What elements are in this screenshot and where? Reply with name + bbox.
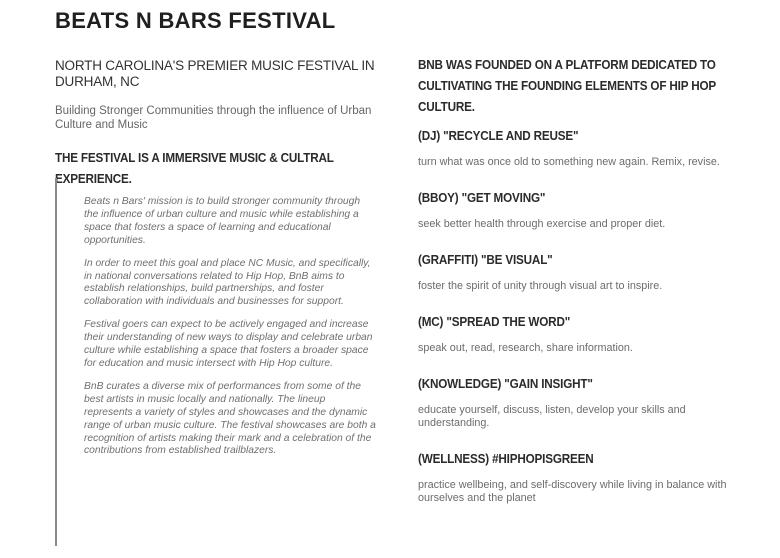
element-description: educate yourself, discuss, listen, develop your skills and understanding.	[418, 404, 686, 429]
element-description: seek better health through exercise and proper diet.	[418, 218, 666, 230]
founding-elements-heading: BNB WAS FOUNDED ON A PLATFORM DEDICATED TO CULTIVATING THE FOUNDING ELEMENTS OF HIP HOP CULTURE.	[418, 57, 716, 114]
element-description: speak out, read, research, share information.	[418, 342, 633, 354]
festival-intro-column	[55, 58, 400, 189]
element-item-mc	[418, 313, 763, 355]
hip-hop-elements-column	[418, 54, 763, 525]
element-item-dj	[418, 127, 763, 169]
festival-goers-paragraph: Festival goers can expect to be actively engaged and increase their understanding of new ways to display and celebrate urban culture while establishing a space that fosters a broader space for education and music intersect with Hip Hop culture.	[84, 319, 373, 369]
curation-paragraph: BnB curates a diverse mix of performances from some of the best artists in music locally and nationally. The lineup represents a variety of styles and showcases and the dynamic range of urban music culture. The festival showcases are both a recognition of artists making their mark and a celebration of the contributions from established trailblazers.	[84, 380, 376, 457]
festival-tagline: Building Stronger Communities through the influence of Urban Culture and Music	[55, 105, 372, 131]
mission-paragraph: Beats n Bars' mission is to build stronger community through the influence of urban culture and music while establishing a space that fosters a space of learning and educational opportunities.	[84, 196, 361, 246]
element-title: (GRAFFITI) "BE VISUAL"	[418, 252, 553, 267]
goal-paragraph: In order to meet this goal and place NC Music, and specifically, in national conversations related to Hip Hop, BnB aims to establish relationships, build partnerships, and foster collaboration with individuals and businesses for support.	[84, 257, 371, 308]
element-title: (BBOY) "GET MOVING"	[418, 190, 546, 205]
element-item-knowledge	[418, 375, 763, 430]
element-item-wellness	[418, 450, 763, 505]
festival-experience-heading: THE FESTIVAL IS A IMMERSIVE MUSIC & CULTRAL EXPERIENCE.	[55, 150, 334, 186]
element-description: practice wellbeing, and self-discovery while living in balance with ourselves and the planet	[418, 479, 727, 504]
mission-blockquote	[55, 178, 385, 546]
element-title: (WELLNESS) #HIPHOPISGREEN	[418, 451, 594, 466]
element-description: turn what was once old to something new again. Remix, revise.	[418, 156, 720, 168]
page-title: BEATS N BARS FESTIVAL	[55, 8, 336, 33]
element-item-bboy	[418, 189, 763, 231]
element-title: (MC) "SPREAD THE WORD"	[418, 314, 571, 329]
element-item-graffiti	[418, 251, 763, 293]
element-title: (KNOWLEDGE) "GAIN INSIGHT"	[418, 376, 593, 391]
festival-subtitle: NORTH CAROLINA'S PREMIER MUSIC FESTIVAL IN DURHAM, NC	[55, 58, 375, 89]
element-title: (DJ) "RECYCLE AND REUSE"	[418, 128, 579, 143]
element-description: foster the spirit of unity through visual art to inspire.	[418, 280, 663, 292]
